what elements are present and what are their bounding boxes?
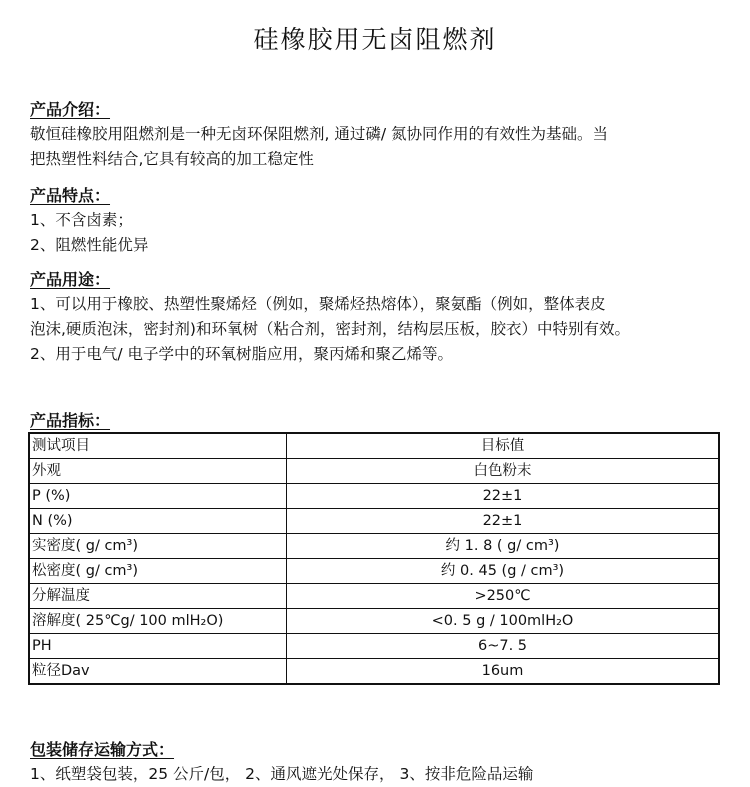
header-value: 目标值 bbox=[287, 433, 720, 459]
usage-heading: 产品用途： bbox=[30, 270, 111, 289]
row-value: 白色粉末 bbox=[287, 459, 720, 484]
row-value: <0. 5 g / 100mlH₂O bbox=[287, 609, 720, 634]
table-row bbox=[29, 509, 719, 534]
row-value: 约 0. 45 (g / cm³) bbox=[287, 559, 720, 584]
usage-section bbox=[30, 270, 730, 367]
usage-line-1: 1、可以用于橡胶、热塑性聚烯烃（例如，聚烯烃热熔体），聚氨酯（例如，整体表皮 bbox=[30, 295, 606, 313]
table-row bbox=[29, 584, 719, 609]
row-value: 16um bbox=[287, 659, 720, 685]
specs-section bbox=[30, 411, 730, 433]
row-item: 溶解度( 25℃g/ 100 mlH₂O) bbox=[29, 609, 287, 634]
intro-line-2: 把热塑性料结合,它具有较高的加工稳定性 bbox=[30, 150, 314, 168]
header-item: 测试项目 bbox=[29, 433, 287, 459]
table-row bbox=[29, 609, 719, 634]
row-item: 分解温度 bbox=[29, 584, 287, 609]
features-line-2: 2、阻燃性能优异 bbox=[30, 236, 149, 254]
table-header-row bbox=[29, 433, 719, 459]
packaging-section bbox=[30, 740, 730, 787]
intro-line-1: 敬恒硅橡胶用阻燃剂是一种无卤环保阻燃剂, 通过磷/ 氮协同作用的有效性为基础。当 bbox=[30, 125, 609, 143]
usage-line-2: 泡沫,硬质泡沫，密封剂)和环氧树（粘合剂，密封剂，结构层压板，胶衣）中特别有效。 bbox=[30, 320, 630, 338]
table-row bbox=[29, 659, 719, 685]
intro-heading: 产品介绍： bbox=[30, 100, 111, 119]
row-item: N (%) bbox=[29, 509, 287, 534]
table-row bbox=[29, 484, 719, 509]
row-item: PH bbox=[29, 634, 287, 659]
row-value: >250℃ bbox=[287, 584, 720, 609]
features-heading: 产品特点： bbox=[30, 186, 111, 205]
row-item: 松密度( g/ cm³) bbox=[29, 559, 287, 584]
row-item: 外观 bbox=[29, 459, 287, 484]
packaging-line-1: 1、纸塑袋包装，25 公斤/包， 2、通风遮光处保存， 3、按非危险品运输 bbox=[30, 765, 534, 783]
table-row bbox=[29, 634, 719, 659]
row-item: P (%) bbox=[29, 484, 287, 509]
intro-section bbox=[30, 100, 730, 172]
row-value: 6~7. 5 bbox=[287, 634, 720, 659]
features-section bbox=[30, 186, 730, 258]
row-value: 22±1 bbox=[287, 484, 720, 509]
row-item: 实密度( g/ cm³) bbox=[29, 534, 287, 559]
features-line-1: 1、不含卤素； bbox=[30, 211, 133, 229]
table-row bbox=[29, 459, 719, 484]
spec-table bbox=[28, 432, 720, 685]
packaging-heading: 包装储存运输方式： bbox=[30, 740, 175, 759]
row-value: 22±1 bbox=[287, 509, 720, 534]
usage-line-3: 2、用于电气/ 电子学中的环氧树脂应用，聚丙烯和聚乙烯等。 bbox=[30, 345, 454, 363]
table-row bbox=[29, 559, 719, 584]
row-item: 粒径Dav bbox=[29, 659, 287, 685]
specs-heading: 产品指标： bbox=[30, 411, 111, 430]
page-title: 硅橡胶用无卤阻燃剂 bbox=[253, 25, 497, 54]
table-row bbox=[29, 534, 719, 559]
row-value: 约 1. 8 ( g/ cm³) bbox=[287, 534, 720, 559]
